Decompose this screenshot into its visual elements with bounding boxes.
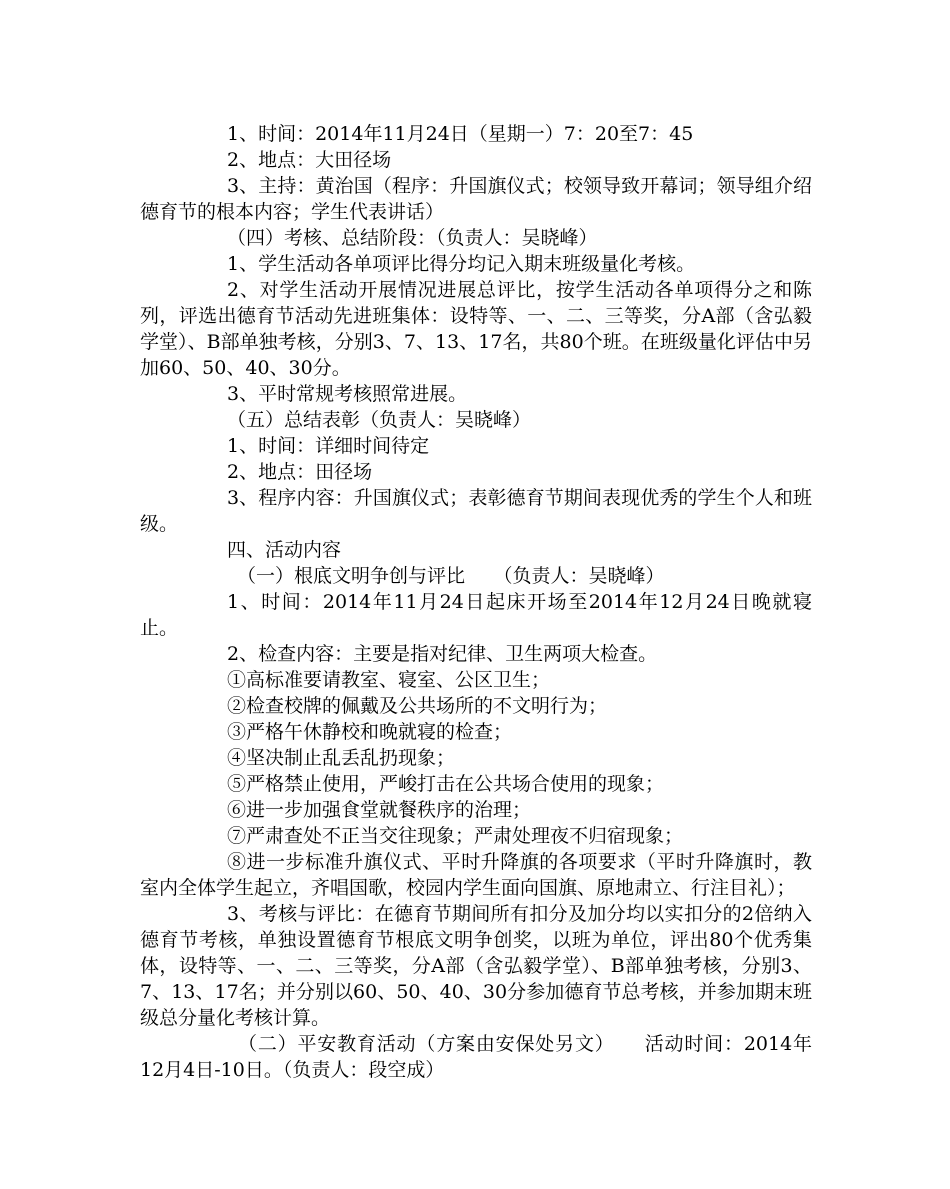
paragraph-assessment-1: 1、学生活动各单项评比得分均记入期末班级量化考核。 [227, 253, 696, 275]
paragraph-civility-time: 1、时间：2014年11月24日起床开场至2014年12月24日晚就寝止。 [140, 591, 812, 639]
list-item-4: ④坚决制止乱丢乱扔现象； [227, 747, 456, 769]
document-page [140, 121, 812, 1083]
heading-civility-competition: （一）根底文明争创与评比 （负责人：吴晓峰） [237, 565, 665, 587]
list-item-1: ①高标准要请教室、寝室、公区卫生； [227, 669, 551, 691]
list-item-5: ⑤严格禁止使用，严峻打击在公共场合使用的现象； [227, 773, 665, 795]
paragraph-summary-program: 3、程序内容：升国旗仪式；表彰德育节期间表现优秀的学生个人和班级。 [140, 487, 812, 535]
heading-activity-content: 四、活动内容 [227, 539, 342, 561]
heading-assessment-stage: （四）考核、总结阶段：（负责人：吴晓峰） [227, 227, 598, 249]
paragraph-assessment-2: 2、对学生活动开展情况进展总评比，按学生活动各单项得分之和陈列，评选出德育节活动先进班集体：设特等、一、二、三等奖，分A部（含弘毅学堂）、B部单独考核，分别3、7、13、17名，共80个班。在班级量化评估中另加60、50、40、30分。 [140, 279, 812, 379]
paragraph-location: 2、地点：大田径场 [227, 149, 392, 171]
list-item-6: ⑥进一步加强食堂就餐秩序的治理； [227, 799, 532, 821]
paragraph-summary-time: 1、时间：详细时间待定 [227, 435, 430, 457]
paragraph-evaluation: 3、考核与评比：在德育节期间所有扣分及加分均以实扣分的2倍纳入德育节考核，单独设置德育节根底文明争创奖，以班为单位，评出80个优秀集体，设特等、一、二、三等奖，分A部（含弘毅学堂）、B部单独考核，分别3、7、13、17名；并分别以60、50、40、30分参加德育节总考核，并参加期末班级总分量化考核计算。 [140, 903, 812, 1029]
paragraph-host: 3、主持：黄治国（程序：升国旗仪式；校领导致开幕词；领导组介绍德育节的根本内容；学生代表讲话） [140, 175, 812, 223]
list-item-8: ⑧进一步标准升旗仪式、平时升降旗的各项要求（平时升降旗时，教室内全体学生起立，齐唱国歌，校园内学生面向国旗、原地肃立、行注目礼）； [140, 851, 812, 899]
paragraph-summary-location: 2、地点：田径场 [227, 461, 373, 483]
paragraph-inspection-content: 2、检查内容：主要是指对纪律、卫生两项大检查。 [227, 643, 658, 665]
paragraph-assessment-3: 3、平时常规考核照常进展。 [227, 383, 468, 405]
list-item-7: ⑦严肃查处不正当交往现象；严肃处理夜不归宿现象； [227, 825, 684, 847]
paragraph-safety-education: （二）平安教育活动（方案由安保处另文） 活动时间：2014年12月4日-10日。（负责人：段空成） [140, 1033, 812, 1081]
list-item-3: ③严格午休静校和晚就寝的检查； [227, 721, 513, 743]
heading-summary-commendation: （五）总结表彰（负责人：吴晓峰） [227, 409, 532, 431]
list-item-2: ②检查校牌的佩戴及公共场所的不文明行为； [227, 695, 608, 717]
paragraph-time: 1、时间：2014年11月24日（星期一）7：20至7：45 [227, 123, 694, 145]
